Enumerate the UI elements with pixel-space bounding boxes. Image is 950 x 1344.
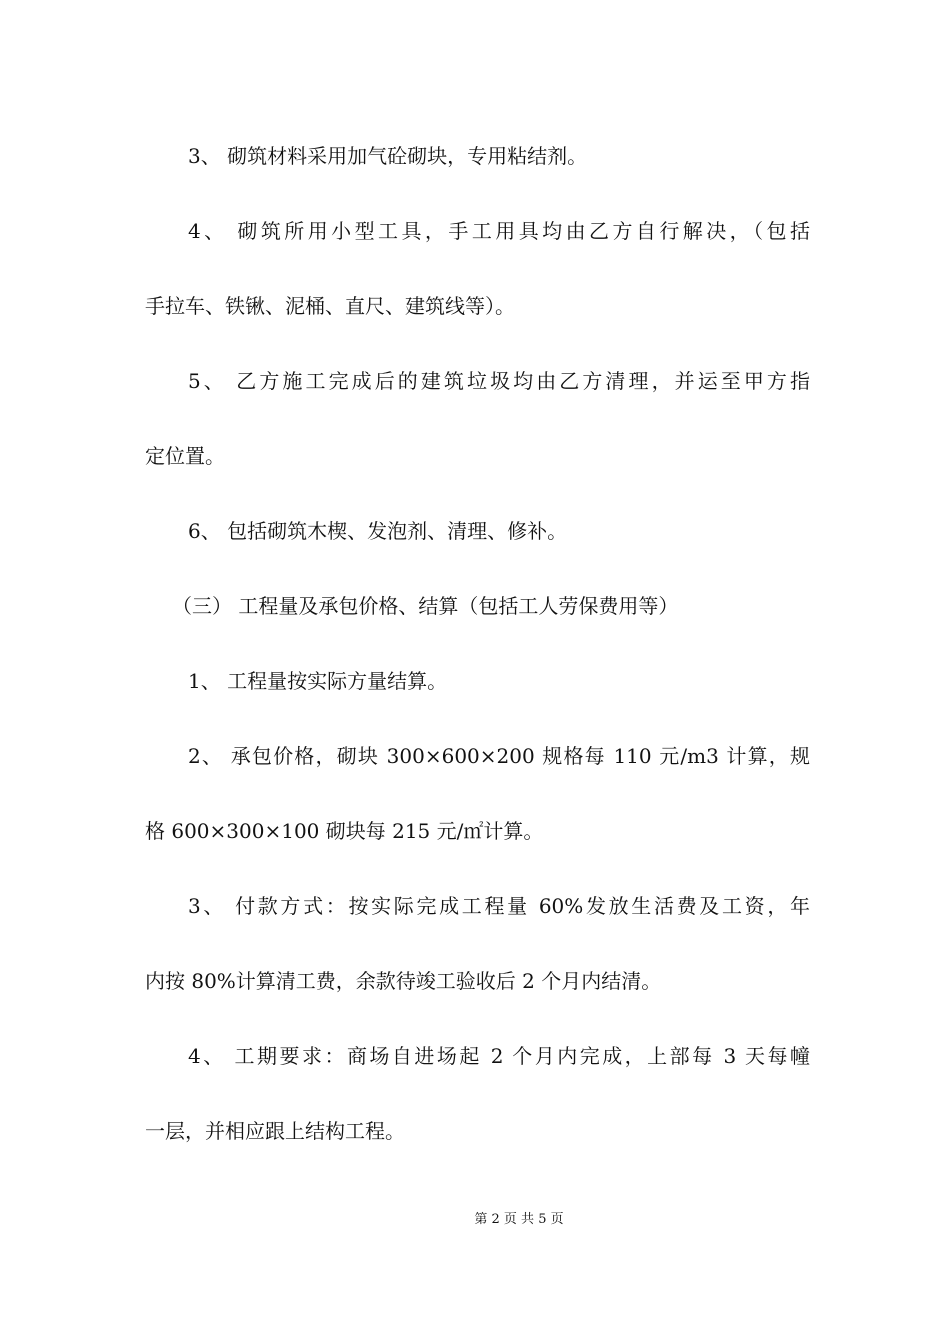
section-heading-3: （三） 工程量及承包价格、结算（包括工人劳保费用等） [172,594,679,618]
paragraph-item-2-line-2: 格 600×300×100 砌块每 215 元/㎡计算。 [145,819,544,843]
paragraph-item-1-line-1: 1、 工程量按实际方量结算。 [188,669,448,693]
paragraph-item-4b-line-2: 一层，并相应跟上结构工程。 [145,1119,405,1143]
paragraph-item-5-line-2: 定位置。 [145,444,225,468]
paragraph-item-4b-line-1: 4、 工期要求：商场自进场起 2 个月内完成，上部每 3 天每幢 [188,1044,810,1068]
paragraph-item-2-line-1: 2、 承包价格，砌块 300×600×200 规格每 110 元/m3 计算，规 [188,744,810,768]
paragraph-item-4-line-2: 手拉车、铁锹、泥桶、直尺、建筑线等）。 [145,294,515,318]
paragraph-item-5-line-1: 5、 乙方施工完成后的建筑垃圾均由乙方清理，并运至甲方指 [188,369,810,393]
paragraph-item-3b-line-1: 3、 付款方式：按实际完成工程量 60%发放生活费及工资，年 [188,894,810,918]
paragraph-item-3-line-1: 3、 砌筑材料采用加气砼砌块，专用粘结剂。 [188,144,588,168]
paragraph-item-6-line-1: 6、 包括砌筑木楔、发泡剂、清理、修补。 [188,519,568,543]
paragraph-item-3b-line-2: 内按 80%计算清工费，余款待竣工验收后 2 个月内结清。 [145,969,662,993]
page-number-footer: 第 2 页 共 5 页 [474,1212,564,1227]
paragraph-item-4-line-1: 4、 砌筑所用小型工具，手工用具均由乙方自行解决，（包括 [188,219,810,243]
